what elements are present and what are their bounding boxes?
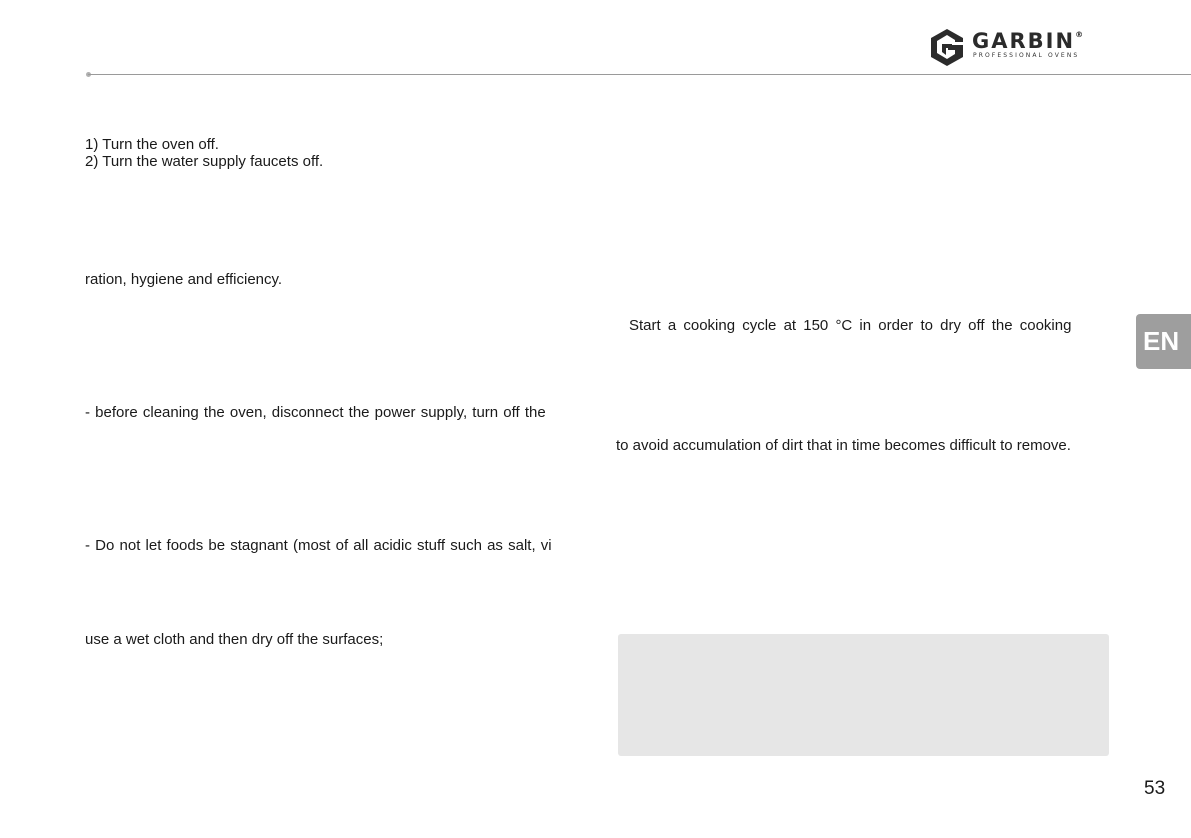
logo-tagline: PROFESSIONAL OVENS: [973, 52, 1080, 59]
cooking-cycle-text: Start a cooking cycle at 150 °C in order to dry off the cooking: [629, 317, 1072, 334]
avoid-dirt-text: to avoid accumulation of dirt that in time becomes difficult to remove.: [616, 437, 1071, 454]
before-cleaning-text: - before cleaning the oven, disconnect the power supply, turn off the: [85, 404, 546, 421]
garbin-logo-icon: [928, 28, 966, 66]
garbin-logo: [928, 28, 1108, 68]
logo-text: GARBIN: [972, 29, 1076, 53]
logo-wordmark: [972, 31, 1083, 52]
note-box: [618, 634, 1109, 756]
wet-cloth-text: use a wet cloth and then dry off the surfaces;: [85, 631, 384, 648]
language-tab-en[interactable]: EN: [1136, 314, 1191, 369]
logo-registered-mark: ®: [1075, 30, 1084, 39]
hygiene-text: ration, hygiene and efficiency.: [85, 271, 283, 288]
page-number: 53: [1144, 778, 1166, 799]
header-rule: [88, 74, 1191, 75]
step-2-text: 2) Turn the water supply faucets off.: [85, 153, 324, 170]
stagnant-text: - Do not let foods be stagnant (most of all acidic stuff such as salt, vi: [85, 537, 552, 554]
step-1-text: 1) Turn the oven off.: [85, 136, 219, 153]
